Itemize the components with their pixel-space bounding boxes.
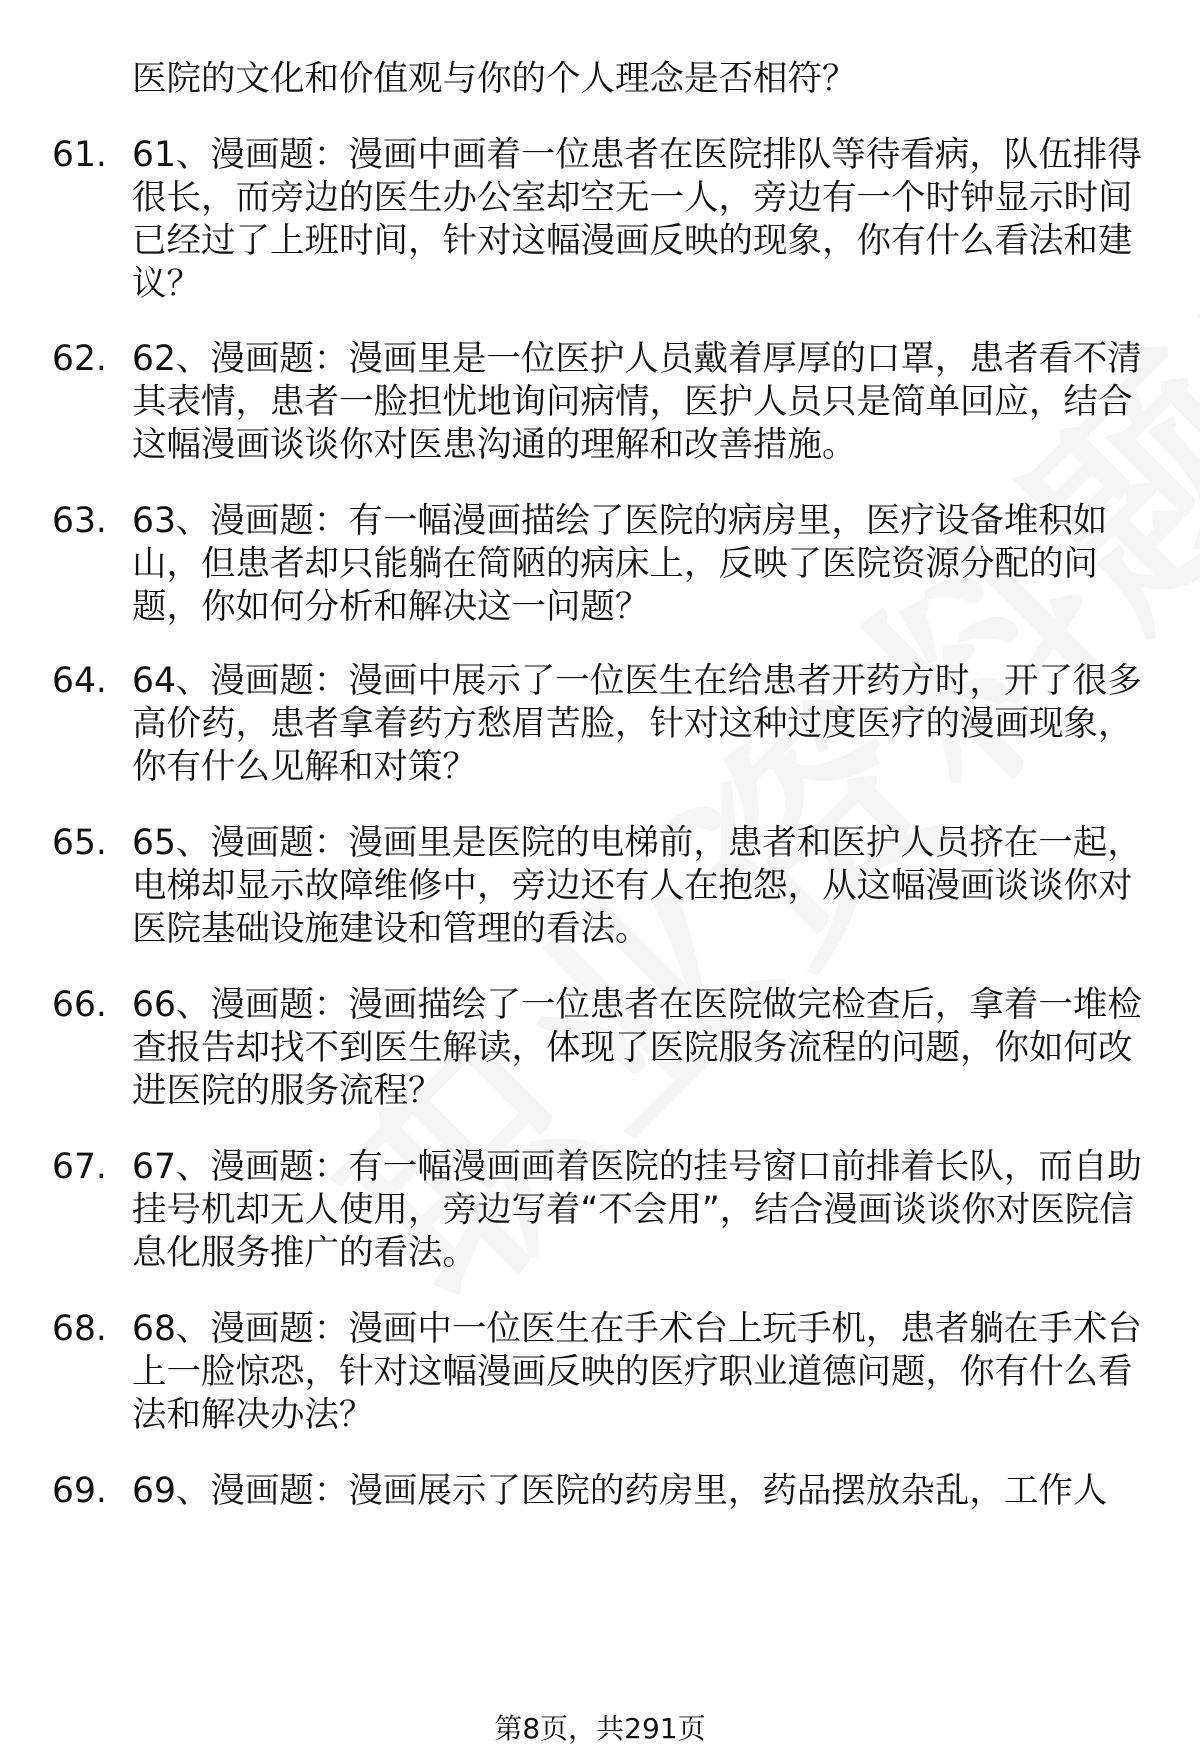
- question-number: 65.: [52, 823, 107, 863]
- page-footer: 第8页，共291页: [494, 1712, 706, 1745]
- question-text: 62、漫画题：漫画里是一位医护人员戴着厚厚的口罩，患者看不清其表情，患者一脸担忧地询问病情，医护人员只是简单回应，结合这幅漫画谈谈你对医患沟通的理解和改善措施。: [132, 339, 1142, 465]
- question-number: 63.: [52, 501, 107, 541]
- question-number: 69.: [52, 1471, 107, 1511]
- question-number: 62.: [52, 339, 107, 379]
- question-number: 66.: [52, 985, 107, 1025]
- question-number: 67.: [52, 1147, 107, 1187]
- question-number: 64.: [52, 661, 107, 701]
- question-text: 68、漫画题：漫画中一位医生在手术台上玩手机，患者躺在手术台上一脸惊恐，针对这幅漫画反映的医疗职业道德问题，你有什么看法和解决办法？: [132, 1309, 1142, 1435]
- question-text: 64、漫画题：漫画中展示了一位医生在给患者开药方时，开了很多高价药，患者拿着药方愁眉苦脸，针对这种过度医疗的漫画现象，你有什么见解和对策？: [132, 661, 1142, 787]
- question-text: 63、漫画题：有一幅漫画描绘了医院的病房里，医疗设备堆积如山，但患者却只能躺在简陋的病床上，反映了医院资源分配的问题，你如何分析和解决这一问题？: [132, 501, 1108, 627]
- question-text: 65、漫画题：漫画里是医院的电梯前，患者和医护人员挤在一起，电梯却显示故障维修中，旁边还有人在抱怨，从这幅漫画谈谈你对医院基础设施建设和管理的看法。: [132, 823, 1142, 949]
- question-text: 69、漫画题：漫画展示了医院的药房里，药品摆放杂乱，工作人: [132, 1471, 1108, 1511]
- question-continuation-text: 医院的文化和价值观与你的个人理念是否相符？: [132, 59, 857, 99]
- question-number: 61.: [52, 135, 107, 175]
- question-number: 68.: [52, 1309, 107, 1349]
- question-text: 66、漫画题：漫画描绘了一位患者在医院做完检查后，拿着一堆检查报告却找不到医生解读，体现了医院服务流程的问题，你如何改进医院的服务流程？: [132, 985, 1142, 1111]
- question-text: 67、漫画题：有一幅漫画画着医院的挂号窗口前排着长队，而自助挂号机却无人使用，旁边写着“不会用”，结合漫画谈谈你对医院信息化服务推广的看法。: [132, 1147, 1142, 1273]
- question-text: 61、漫画题：漫画中画着一位患者在医院排队等待看病，队伍排得很长，而旁边的医生办公室却空无一人，旁边有一个时钟显示时间已经过了上班时间，针对这幅漫画反映的现象，你有什么看法和建议？: [132, 135, 1142, 304]
